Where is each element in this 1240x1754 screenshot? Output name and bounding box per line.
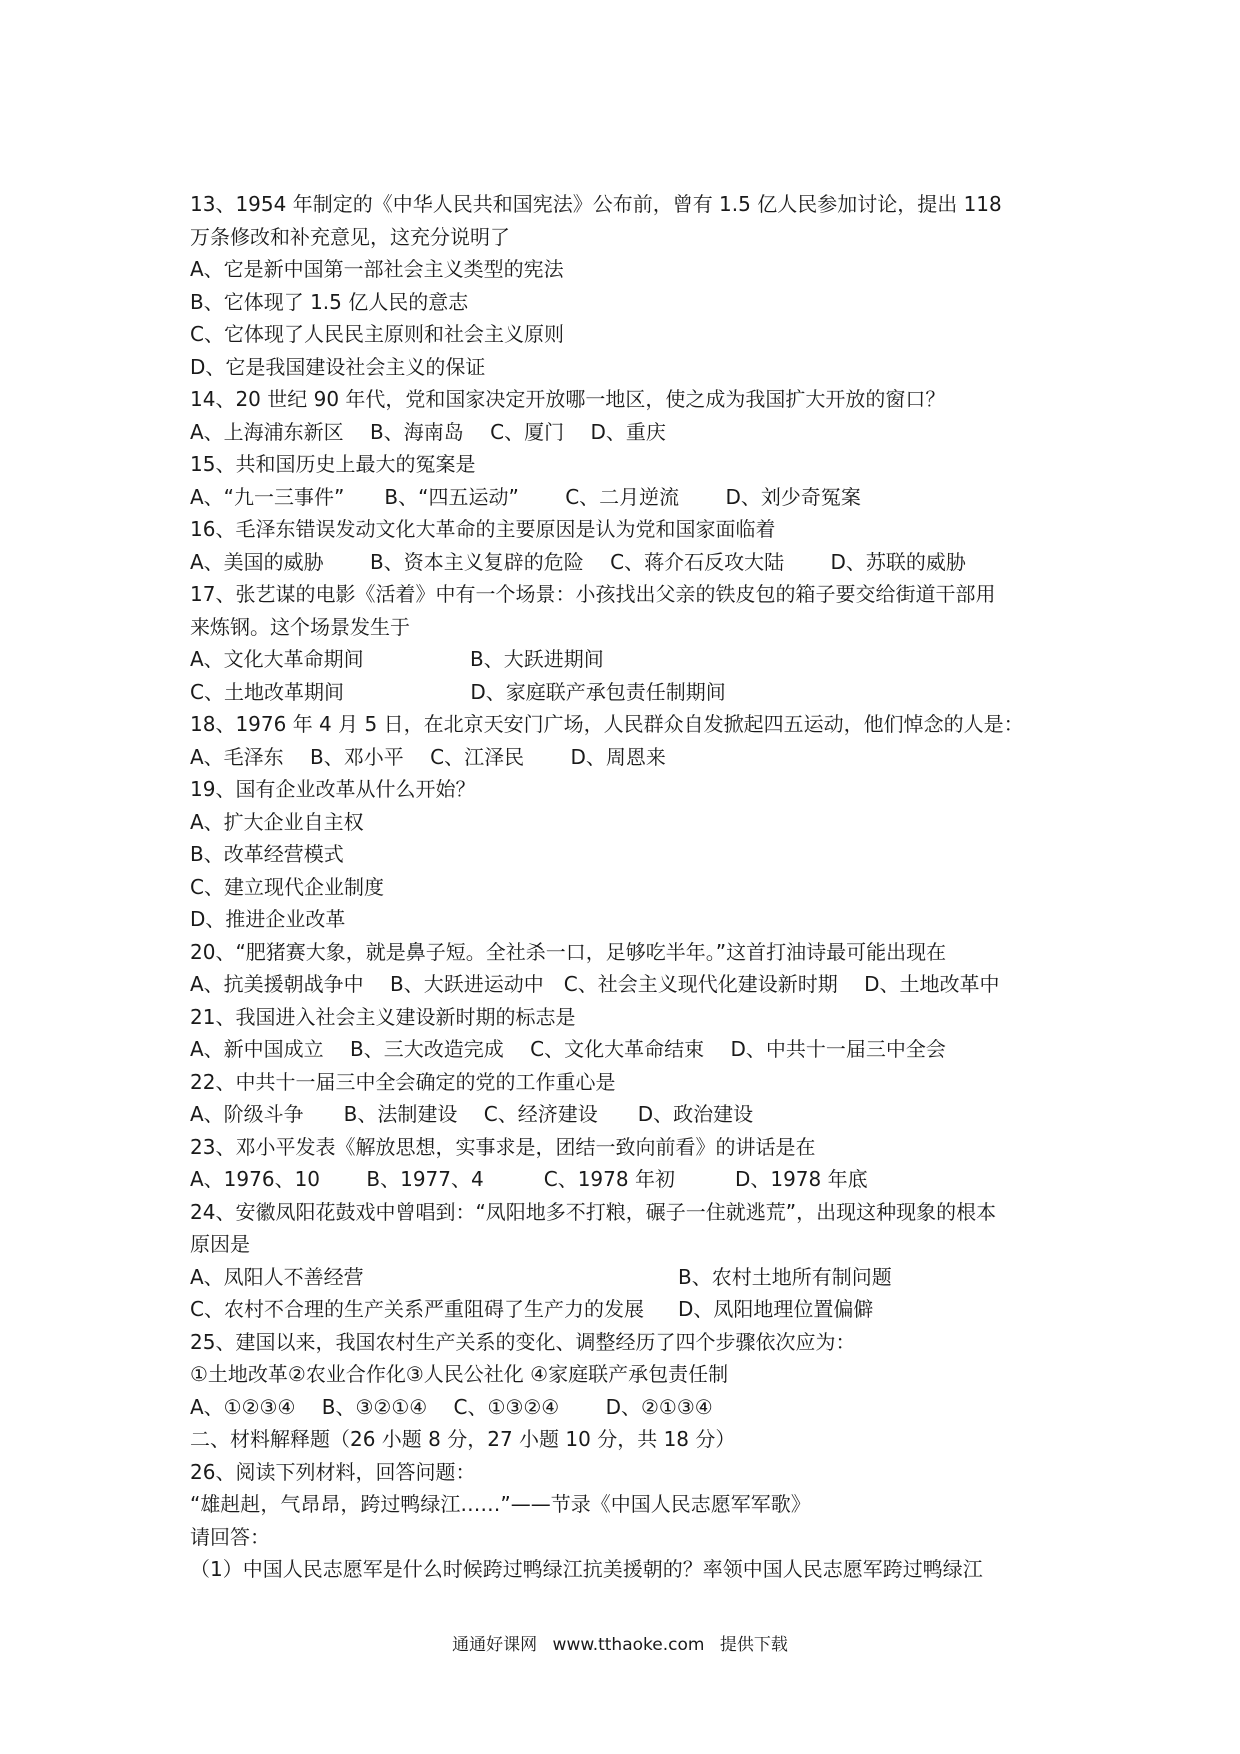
text-line: C、土地改革期间 D、家庭联产承包责任制期间 bbox=[190, 679, 726, 704]
text-line: 原因是 bbox=[190, 1232, 250, 1256]
text-line: D、推进企业改革 bbox=[190, 907, 346, 931]
text-line: 17、张艺谋的电影《活着》中有一个场景：小孩找出父亲的铁皮包的箱子要交给街道干部用 bbox=[190, 582, 996, 606]
text-line: 万条修改和补充意见，这充分说明了 bbox=[190, 224, 510, 249]
text-line: 23、邓小平发表《解放思想，实事求是，团结一致向前看》的讲话是在 bbox=[190, 1134, 816, 1159]
text-line: 15、共和国历史上最大的冤案是 bbox=[190, 452, 476, 476]
text-line: A、毛泽东 B、邓小平 C、江泽民 D、周恩来 bbox=[190, 744, 666, 769]
text-line: A、①②③④ B、③②①④ C、①③②④ D、②①③④ bbox=[190, 1394, 713, 1419]
text-line: C、它体现了人民民主原则和社会主义原则 bbox=[190, 322, 564, 346]
text-line: 25、建国以来，我国农村生产关系的变化、调整经历了四个步骤依次应为： bbox=[190, 1329, 856, 1354]
text-line: 20、“肥猪赛大象，就是鼻子短。全社杀一口，足够吃半年。”这首打油诗最可能出现在 bbox=[190, 939, 947, 964]
text-line: ①土地改革②农业合作化③人民公社化 ④家庭联产承包责任制 bbox=[190, 1362, 729, 1386]
option-text: A、凤阳人不善经营 bbox=[190, 1264, 364, 1289]
text-line: B、它体现了 1.5 亿人民的意志 bbox=[190, 289, 469, 314]
text-line: C、建立现代企业制度 bbox=[190, 874, 384, 899]
text-line: 21、我国进入社会主义建设新时期的标志是 bbox=[190, 1004, 576, 1029]
text-line: D、它是我国建设社会主义的保证 bbox=[190, 354, 486, 379]
option-row bbox=[190, 1261, 1070, 1294]
option-text: B、农村土地所有制问题 bbox=[678, 1264, 892, 1289]
text-line: A、1976、10 B、1977、4 C、1978 年初 D、1978 年底 bbox=[190, 1167, 868, 1191]
text-line: 22、中共十一届三中全会确定的党的工作重心是 bbox=[190, 1069, 616, 1094]
footer-site-name: 通通好课网 bbox=[452, 1635, 538, 1655]
text-line: 24、安徽凤阳花鼓戏中曾唱到：“凤阳地多不打粮，碾子一住就逃荒”，出现这种现象的根本 bbox=[190, 1199, 997, 1224]
text-line: 26、阅读下列材料，回答问题： bbox=[190, 1459, 476, 1484]
page-footer bbox=[0, 1630, 1240, 1655]
text-line: A、它是新中国第一部社会主义类型的宪法 bbox=[190, 257, 564, 281]
text-line: A、上海浦东新区 B、海南岛 C、厦门 D、重庆 bbox=[190, 419, 666, 444]
text-line: 18、1976 年 4 月 5 日，在北京天安门广场，人民群众自发掀起四五运动，他们悼念的人是： bbox=[190, 712, 1024, 736]
text-line: “雄赳赳，气昂昂，跨过鸭绿江……”——节录《中国人民志愿军军歌》 bbox=[190, 1492, 811, 1516]
text-line: A、抗美援朝战争中 B、大跃进运动中 C、社会主义现代化建设新时期 D、土地改革中 bbox=[190, 972, 1000, 996]
q24-options bbox=[190, 1261, 1070, 1326]
option-text: D、凤阳地理位置偏僻 bbox=[678, 1297, 874, 1321]
question-lines-continued bbox=[190, 1326, 1070, 1586]
exam-page bbox=[190, 188, 1070, 1586]
text-line: 16、毛泽东错误发动文化大革命的主要原因是认为党和国家面临着 bbox=[190, 517, 776, 541]
text-line: 请回答： bbox=[190, 1524, 270, 1549]
text-line: A、文化大革命期间 B、大跃进期间 bbox=[190, 647, 604, 671]
question-lines bbox=[190, 188, 1070, 1261]
text-line: A、新中国成立 B、三大改造完成 C、文化大革命结束 D、中共十一届三中全会 bbox=[190, 1037, 946, 1061]
text-line: 二、材料解释题（26 小题 8 分，27 小题 10 分，共 18 分） bbox=[190, 1427, 736, 1451]
text-line: 13、1954 年制定的《中华人民共和国宪法》公布前，曾有 1.5 亿人民参加讨论，提出 118 bbox=[190, 192, 1002, 216]
footer-url: www.tthaoke.com bbox=[552, 1635, 705, 1655]
text-line: 19、国有企业改革从什么开始？ bbox=[190, 777, 476, 801]
text-line: 14、20 世纪 90 年代，党和国家决定开放哪一地区，使之成为我国扩大开放的窗口？ bbox=[190, 387, 946, 411]
text-line: A、“九一三事件” B、“四五运动” C、二月逆流 D、刘少奇冤案 bbox=[190, 484, 861, 509]
text-line: （1）中国人民志愿军是什么时候跨过鸭绿江抗美援朝的？率领中国人民志愿军跨过鸭绿江 bbox=[190, 1557, 983, 1581]
text-line: A、美国的威胁 B、资本主义复辟的危险 C、蒋介石反攻大陆 D、苏联的威胁 bbox=[190, 549, 966, 574]
footer-suffix: 提供下载 bbox=[719, 1635, 788, 1655]
text-line: A、扩大企业自主权 bbox=[190, 809, 364, 834]
text-line: A、阶级斗争 B、法制建设 C、经济建设 D、政治建设 bbox=[190, 1102, 754, 1126]
option-text: C、农村不合理的生产关系严重阻碍了生产力的发展 bbox=[190, 1297, 644, 1321]
text-line: 来炼钢。这个场景发生于 bbox=[190, 614, 410, 639]
text-line: B、改革经营模式 bbox=[190, 842, 344, 866]
option-row bbox=[190, 1293, 1070, 1326]
